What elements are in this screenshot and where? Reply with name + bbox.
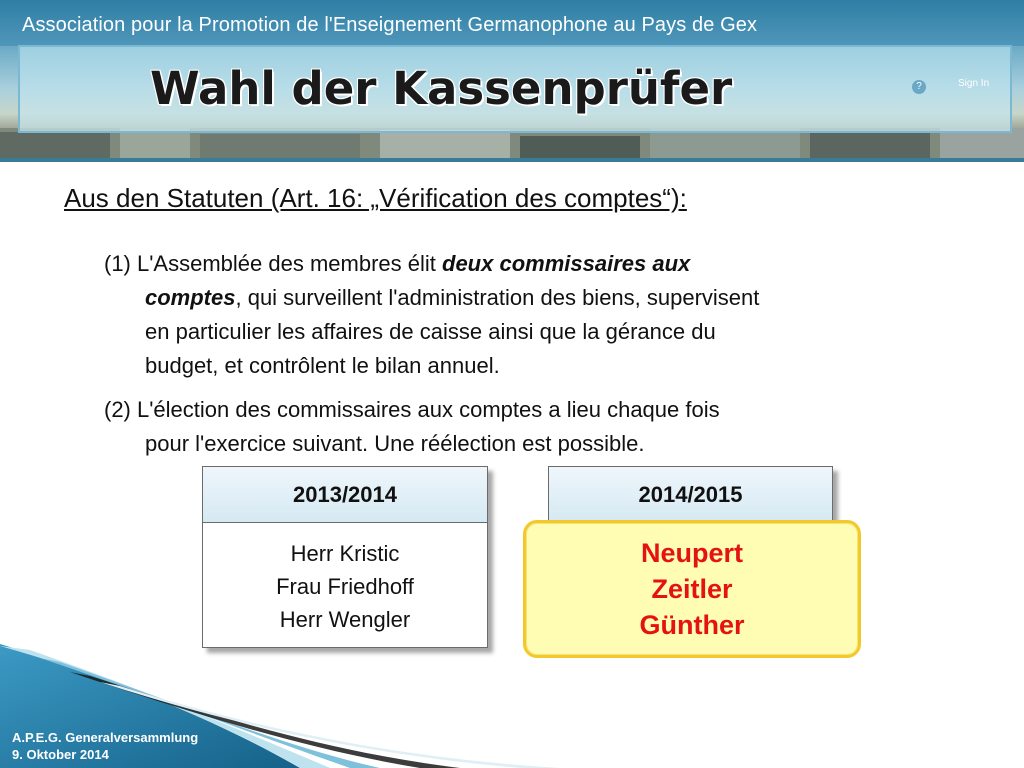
paragraph-1-prefix: (1) L'Assemblée des membres élit: [104, 251, 442, 276]
previous-auditors-list: [203, 523, 487, 636]
footer-event: A.P.E.G. Generalversammlung: [12, 730, 199, 745]
statutes-heading: Aus den Statuten (Art. 16: „Vérification des comptes“):: [64, 183, 687, 213]
new-auditors-highlight: [523, 520, 861, 658]
current-auditor: Neupert: [640, 538, 743, 568]
paragraph-1-emphasis-b: comptes: [145, 285, 236, 310]
organization-name: Association pour la Promotion de l'Enseignement Germanophone au Pays de Gex: [22, 14, 758, 36]
current-auditor: Günther: [639, 610, 745, 640]
statute-paragraph-2: [104, 393, 964, 461]
current-auditors-list: [526, 523, 858, 643]
previous-auditor: Herr Kristic: [290, 541, 400, 566]
statute-paragraph-1: [104, 247, 964, 383]
paragraph-2-line-1: (2) L'élection des commissaires aux comptes a lieu chaque fois: [104, 397, 720, 422]
campus-photo-strip: [0, 128, 1024, 162]
paragraph-1-line-1: [104, 247, 964, 281]
current-auditor: Zeitler: [651, 574, 733, 604]
help-icon[interactable]: ?: [912, 80, 926, 94]
paragraph-1-line-4: budget, et contrôlent le bilan annuel.: [145, 353, 500, 378]
paragraph-2-line-2: pour l'exercice suivant. Une réélection est possible.: [145, 431, 645, 456]
header-banner: [0, 0, 1024, 162]
auditors-previous-table: [202, 466, 488, 648]
previous-auditor: Herr Wengler: [279, 607, 411, 632]
paragraph-1-line-2: [104, 281, 964, 315]
paragraph-1-line-3: en particulier les affaires de caisse ainsi que la gérance du: [145, 319, 716, 344]
previous-year-header: 2013/2014: [203, 467, 487, 523]
banner-bottom-rule: [0, 158, 1024, 162]
sign-in-link[interactable]: Sign In: [958, 78, 990, 89]
footer-date: 9. Oktober 2014: [12, 747, 109, 762]
paragraph-1-emphasis-a: deux commissaires aux: [442, 251, 691, 276]
previous-auditor: Frau Friedhoff: [276, 574, 414, 599]
footer-caption: [12, 729, 198, 763]
slide-title: Wahl der Kassenprüfer: [150, 62, 733, 115]
current-year-header: 2014/2015: [549, 467, 832, 523]
auditors-current-table: [548, 466, 833, 524]
paragraph-1-rest: , qui surveillent l'administration des biens, supervisent: [235, 285, 760, 310]
